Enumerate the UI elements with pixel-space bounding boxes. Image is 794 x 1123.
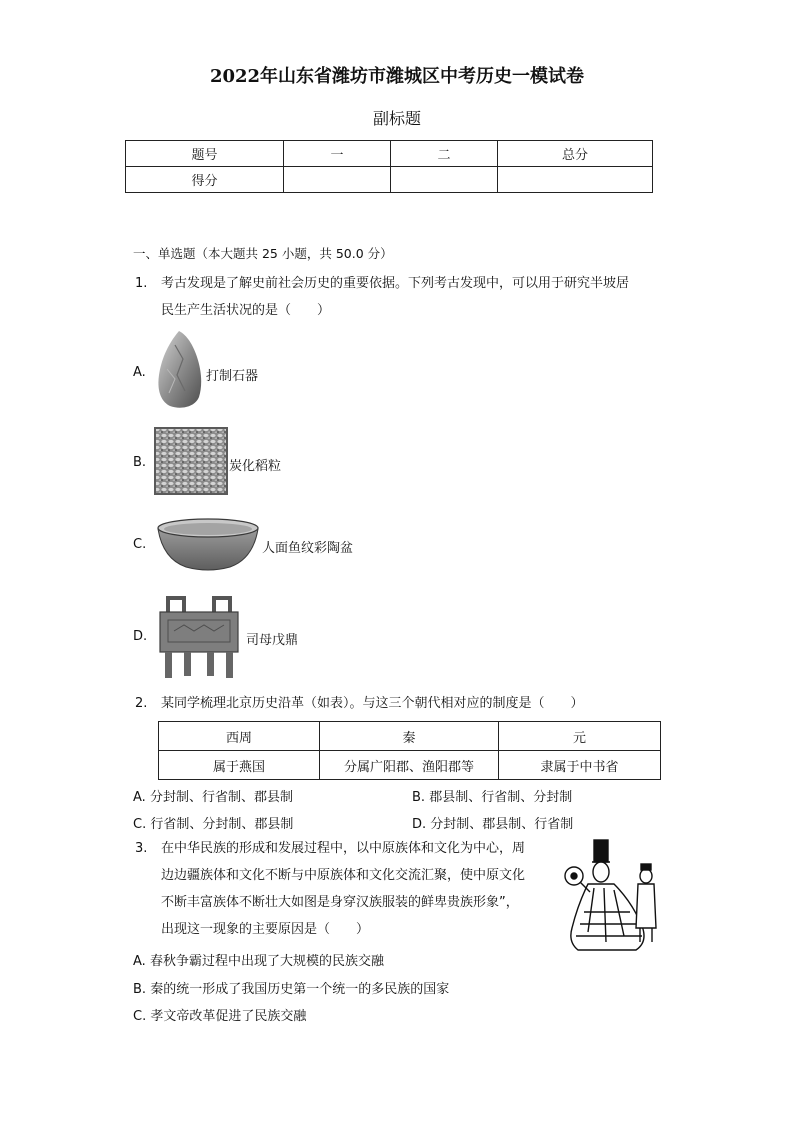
option-label: 人面鱼纹彩陶盆 [262, 541, 354, 556]
option-letter: C. [133, 1009, 147, 1024]
option-label: 秦的统一形成了我国历史第一个统一的多民族的国家 [150, 982, 450, 997]
carbonized-rice-image [154, 427, 228, 495]
score-header-cell: 题号 [126, 141, 284, 167]
option-label: 分封制、行省制、郡县制 [149, 790, 293, 805]
score-header-cell: 一 [284, 141, 391, 167]
option-c [133, 813, 293, 832]
history-table-row [159, 751, 661, 780]
option-letter: B. [133, 982, 147, 997]
option-letter: A. [133, 790, 146, 805]
history-cell: 分属广阳郡、渔阳郡等 [320, 751, 499, 780]
option-label: 春秋争霸过程中出现了大规模的民族交融 [149, 954, 384, 969]
option-label: 炭化稻粒 [229, 459, 282, 474]
score-cell[interactable] [284, 167, 391, 193]
question-text-line: 边边疆族体和文化不断与中原族体和文化交流汇聚，使中原文化 [161, 868, 526, 883]
stone-tool-image [155, 329, 205, 411]
option-letter: C. [133, 537, 147, 552]
option-letter: D. [412, 817, 427, 832]
score-table-score-row [126, 167, 653, 193]
option-a [133, 950, 384, 969]
option-letter: B. [133, 455, 147, 470]
score-table [125, 140, 653, 193]
option-letter: C. [133, 817, 147, 832]
option-d [412, 813, 573, 832]
question-text: 某同学梳理北京历史沿革（如表）。与这三个朝代相对应的制度是（ ） [161, 696, 584, 711]
option-letter: A. [133, 954, 146, 969]
score-header-cell: 二 [391, 141, 498, 167]
question-text-line: 出现这一现象的主要原因是（ ） [161, 922, 370, 937]
history-header-cell: 西周 [159, 722, 320, 751]
option-label: 司母戊鼎 [246, 633, 299, 648]
score-header-cell: 总分 [498, 141, 653, 167]
option-label: 行省制、分封制、郡县制 [150, 817, 294, 832]
history-cell: 属于燕国 [159, 751, 320, 780]
question-number: 1. [135, 276, 148, 291]
option-letter: A. [133, 365, 146, 380]
history-cell: 隶属于中书省 [499, 751, 661, 780]
option-label: 分封制、郡县制、行省制 [430, 817, 574, 832]
score-cell[interactable] [391, 167, 498, 193]
option-letter: B. [412, 790, 426, 805]
pottery-basin-image [155, 513, 261, 575]
option-label: 郡县制、行省制、分封制 [429, 790, 573, 805]
question-text-line: 不断丰富族体不断壮大如图是身穿汉族服装的鲜卑贵族形象”， [161, 895, 519, 910]
page-subtitle: 副标题 [372, 109, 421, 128]
question-text [161, 835, 561, 943]
question-text-line: 在中华民族的形成和发展过程中，以中原族体和文化为中心，周 [161, 841, 526, 856]
option-b [412, 786, 572, 805]
bronze-ding-image [154, 594, 244, 680]
history-table [158, 721, 661, 780]
score-table-header-row [126, 141, 653, 167]
option-c [133, 1005, 306, 1024]
history-header-cell: 元 [499, 722, 661, 751]
option-b [133, 978, 449, 997]
score-cell[interactable] [498, 167, 653, 193]
question-number: 3. [135, 841, 148, 856]
option-letter: D. [133, 629, 148, 644]
question-text-line: 考古发现是了解史前社会历史的重要依据。下列考古发现中，可以用于研究半坡居 [161, 276, 630, 291]
xianbei-noble-illustration [558, 832, 662, 960]
question-text-line: 民生产生活状况的是（ ） [161, 303, 331, 318]
question-text [161, 270, 681, 324]
history-table-header-row [159, 722, 661, 751]
section-title: 一、单选题（本大题共 25 小题，共 50.0 分） [133, 246, 393, 261]
option-label: 打制石器 [206, 369, 259, 384]
page-title: 2022年山东省潍坊市潍城区中考历史一模试卷 [209, 66, 585, 87]
history-header-cell: 秦 [320, 722, 499, 751]
option-a [133, 786, 293, 805]
option-label: 孝文帝改革促进了民族交融 [150, 1009, 307, 1024]
question-number: 2. [135, 696, 148, 711]
score-row-label: 得分 [126, 167, 284, 193]
